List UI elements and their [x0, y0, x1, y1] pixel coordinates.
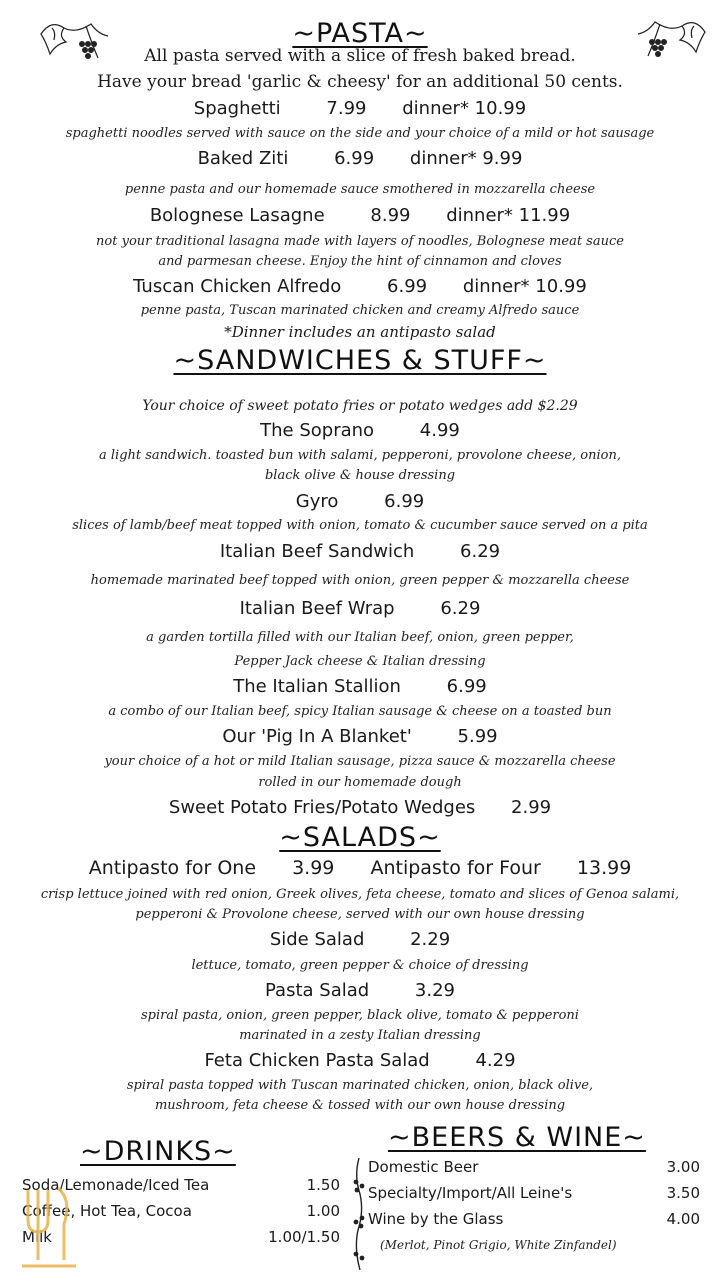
beer-name: Wine by the Glass	[368, 1210, 504, 1228]
item-description: lettuce, tomato, green pepper & choice of dressing	[191, 958, 529, 973]
item-price: 6.99	[446, 676, 487, 697]
item-price: 3.29	[414, 980, 455, 1001]
wine-note: (Merlot, Pinot Grigio, White Zinfandel)	[380, 1238, 617, 1252]
item-description: and parmesan cheese. Enjoy the hint of cinnamon and cloves	[158, 254, 562, 269]
sandwiches-heading: ~SANDWICHES & STUFF~	[173, 345, 547, 376]
item-price: 2.99	[511, 797, 552, 818]
pasta-note: All pasta served with a slice of fresh baked bread.	[144, 46, 576, 66]
item-description: penne pasta and our homemade sauce smothered in mozzarella cheese	[124, 182, 596, 197]
beer-price: 3.50	[666, 1184, 700, 1202]
menu-item	[0, 676, 720, 697]
item-name: Our 'Pig In A Blanket'	[222, 726, 412, 747]
menu-item	[0, 491, 720, 512]
menu-item	[0, 726, 720, 747]
item-description: not your traditional lasagna made with layers of noodles, Bolognese meat sauce	[96, 234, 624, 249]
item-name: The Italian Stallion	[233, 676, 401, 697]
drink-price: 1.00	[306, 1202, 340, 1220]
drink-price: 1.00/1.50	[268, 1228, 340, 1246]
item-dinner-price: dinner* 10.99	[402, 98, 527, 119]
beer-name: Domestic Beer	[368, 1158, 479, 1176]
drink-name: Coffee, Hot Tea, Cocoa	[22, 1202, 192, 1220]
pasta-bread-note: Have your bread 'garlic & cheesy' for an additional 50 cents.	[97, 72, 623, 92]
pasta-heading: ~PASTA~	[292, 18, 428, 49]
drinks-heading: ~DRINKS~	[80, 1136, 236, 1167]
item-description: marinated in a zesty Italian dressing	[239, 1028, 481, 1043]
item-price: 13.99	[576, 857, 632, 879]
item-name: Sweet Potato Fries/Potato Wedges	[168, 797, 476, 818]
drink-name: Soda/Lemonade/Iced Tea	[22, 1176, 210, 1194]
sandwiches-note: Your choice of sweet potato fries or potato wedges add $2.29	[142, 398, 578, 414]
menu-item	[0, 598, 720, 619]
item-price: 6.29	[440, 598, 481, 619]
item-price: 5.99	[457, 726, 498, 747]
item-description: a light sandwich. toasted bun with salami, pepperoni, provolone cheese, onion,	[99, 448, 621, 463]
beer-row	[368, 1210, 700, 1228]
menu-item	[0, 929, 720, 950]
restaurant-logo-icon	[14, 1180, 84, 1270]
item-description: spiral pasta, onion, green pepper, black olive, tomato & pepperoni	[141, 1008, 579, 1023]
drink-price: 1.50	[306, 1176, 340, 1194]
item-price: 6.99	[334, 148, 375, 169]
menu-item	[0, 797, 720, 818]
item-name: The Soprano	[260, 420, 375, 441]
beer-name: Specialty/Import/All Leine's	[368, 1184, 573, 1202]
menu-item	[0, 420, 720, 441]
item-name: Bolognese Lasagne	[149, 205, 325, 226]
menu-item	[0, 98, 720, 119]
item-price: 6.99	[387, 276, 428, 297]
item-description: homemade marinated beef topped with onion, green pepper & mozzarella cheese	[90, 573, 630, 588]
item-description: a garden tortilla filled with our Italian beef, onion, green pepper,	[146, 630, 574, 645]
item-price: 6.99	[384, 491, 425, 512]
item-price: 2.29	[410, 929, 451, 950]
menu-item	[0, 541, 720, 562]
item-description: mushroom, feta cheese & tossed with our own house dressing	[154, 1098, 566, 1113]
item-price: 6.29	[460, 541, 501, 562]
item-description: pepperoni & Provolone cheese, served with our own house dressing	[135, 907, 585, 922]
item-description: penne pasta, Tuscan marinated chicken and creamy Alfredo sauce	[140, 303, 580, 318]
item-description: a combo of our Italian beef, spicy Italian sausage & cheese on a toasted bun	[108, 704, 612, 719]
item-description: crisp lettuce joined with red onion, Greek olives, feta cheese, tomato and slices of Genoa salami,	[40, 887, 680, 902]
item-name: Feta Chicken Pasta Salad	[204, 1050, 430, 1071]
beer-price: 3.00	[666, 1158, 700, 1176]
menu-item	[0, 857, 720, 879]
item-description: slices of lamb/beef meat topped with onion, tomato & cucumber sauce served on a pita	[72, 518, 648, 533]
menu-item	[0, 148, 720, 169]
item-price: 4.99	[419, 420, 460, 441]
menu-item	[0, 205, 720, 226]
item-description: spiral pasta topped with Tuscan marinated chicken, onion, black olive,	[126, 1078, 594, 1093]
drink-name: Milk	[22, 1228, 52, 1246]
beer-row	[368, 1158, 700, 1176]
item-description: rolled in our homemade dough	[258, 775, 462, 790]
item-name: Gyro	[295, 491, 339, 512]
beers-heading: ~BEERS & WINE~	[388, 1122, 646, 1153]
beer-price: 4.00	[666, 1210, 700, 1228]
item-price: 8.99	[370, 205, 411, 226]
item-price: 4.29	[475, 1050, 516, 1071]
item-description: black olive & house dressing	[264, 468, 456, 483]
item-name: Antipasto for Four	[370, 857, 541, 879]
item-price: 7.99	[326, 98, 367, 119]
item-name: Side Salad	[269, 929, 365, 950]
salads-heading: ~SALADS~	[279, 822, 441, 853]
item-description: Pepper Jack cheese & Italian dressing	[234, 654, 486, 669]
item-name: Italian Beef Wrap	[239, 598, 395, 619]
item-name: Spaghetti	[193, 98, 281, 119]
item-description: your choice of a hot or mild Italian sausage, pizza sauce & mozzarella cheese	[104, 754, 616, 769]
menu-item	[0, 1050, 720, 1071]
menu-item	[0, 276, 720, 297]
beer-row	[368, 1184, 700, 1202]
dinner-footnote: *Dinner includes an antipasto salad	[224, 323, 496, 341]
menu-item	[0, 980, 720, 1001]
item-dinner-price: dinner* 11.99	[446, 205, 571, 226]
item-dinner-price: dinner* 10.99	[462, 276, 587, 297]
item-name: Antipasto for One	[88, 857, 257, 879]
item-description: spaghetti noodles served with sauce on the side and your choice of a mild or hot sausage	[65, 126, 655, 141]
item-price: 3.99	[292, 857, 335, 879]
item-name: Tuscan Chicken Alfredo	[133, 276, 342, 297]
vine-divider-icon	[350, 1156, 368, 1272]
item-name: Pasta Salad	[265, 980, 370, 1001]
item-name: Baked Ziti	[197, 148, 289, 169]
item-name: Italian Beef Sandwich	[219, 541, 415, 562]
item-dinner-price: dinner* 9.99	[409, 148, 523, 169]
